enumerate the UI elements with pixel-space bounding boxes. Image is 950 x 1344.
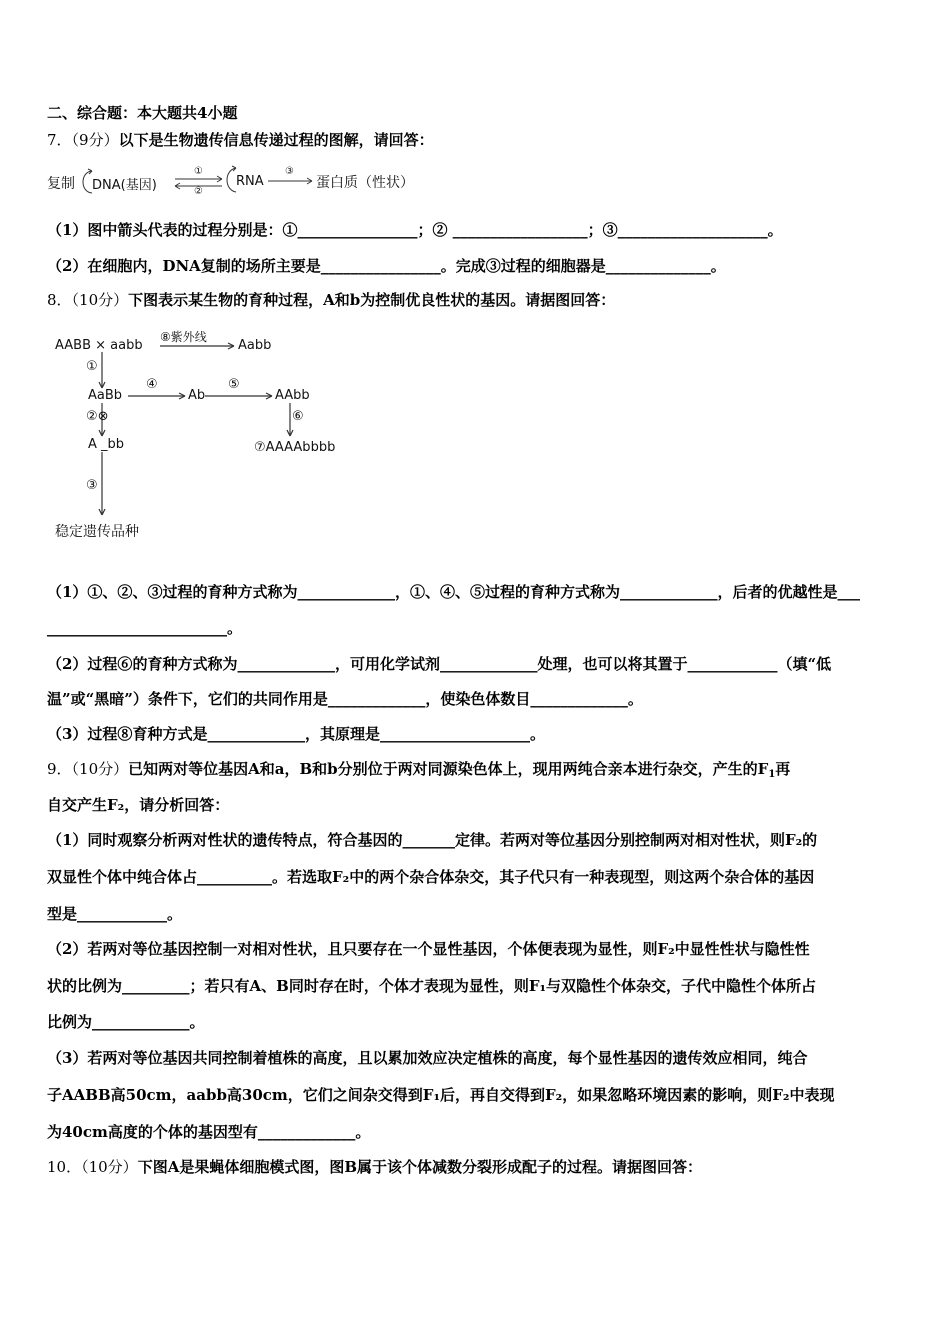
q9-part3-line1: （3）若两对等位基因共同控制着植株的高度，且以累加效应决定植株的高度，每个显性基因的遗传效应相同，纯合: [47, 1049, 808, 1067]
q8-part1-line2: ________________________。: [47, 619, 243, 637]
q9-title: [47, 759, 790, 785]
q8-part1-line1: （1）①、②、③过程的育种方式称为_____________，①、④、⑤过程的育种方式称为_____________，后者的优越性是___: [47, 583, 860, 601]
q7-arrow3-label: ③: [285, 166, 294, 177]
q7-rna-label: RNA: [236, 174, 264, 189]
q9-prompt-a: 已知两对等位基因A和a，B和b分别位于两对同源染色体上，现用两纯合亲本进行杂交，产生的F: [128, 760, 769, 778]
q8-polyploid-genotype: ⑦AAAAbbbb: [254, 440, 336, 455]
q8-haploid-genotype: Ab: [188, 388, 206, 403]
q9-part3-line3: 为40cm高度的个体的基因型有_____________。: [47, 1123, 371, 1141]
q8-step6-label: ⑥: [292, 409, 304, 424]
q9-prompt-b: 再: [775, 760, 791, 778]
q9-title-line2: 自交产生F₂，请分析回答：: [47, 796, 230, 814]
q8-prompt: 下图表示某生物的育种过程，A和b为控制优良性状的基因。请据图回答：: [128, 291, 616, 309]
section-heading: 二、综合题：本大题共4小题: [47, 104, 238, 122]
q8-step1-label: ①: [86, 359, 98, 374]
q9-part2-line1: （2）若两对等位基因控制一对相对性状，且只要存在一个显性基因，个体便表现为显性，则F₂中显性性状与隐性性: [47, 940, 810, 958]
q9-part3-line2: 子AABB高50cm，aabb高30cm，它们之间杂交得到F₁后，再自交得到F₂，如果忽略环境因素的影响，则F₂中表现: [47, 1086, 835, 1104]
q8-doubled-genotype: AAbb: [275, 388, 310, 403]
q9-part1-line2: 双显性个体中纯合体占__________。若选取F₂中的两个杂合体杂交，其子代只有一种表现型，则这两个杂合体的基因: [47, 868, 815, 886]
q8-parents-cross: AABB × aabb: [55, 338, 143, 353]
q8-selected-genotype: A _bb: [88, 437, 125, 452]
q8-step8-label: ⑧紫外线: [160, 330, 207, 344]
q8-f1-genotype: AaBb: [88, 388, 123, 403]
q8-step2-label: ②⊗: [86, 409, 109, 424]
q8-number: 8．: [47, 291, 72, 309]
q8-stable-variety-label: 稳定遗传品种: [55, 524, 139, 540]
q9-part2-line3: 比例为_____________。: [47, 1013, 205, 1031]
q7-part2: （2）在细胞内，DNA复制的场所主要是________________。完成③过程的细胞器是______________。: [47, 257, 726, 275]
q9-part2-line2: 状的比例为_________；若只有A、B同时存在时，个体才表现为显性，则F₁与双隐性个体杂交，子代中隐性个体所占: [47, 977, 817, 995]
q10-score: （10分）: [81, 1158, 138, 1176]
q7-copy-label: 复制: [47, 176, 75, 192]
q8-part2-line2: 温”或“黑暗”）条件下，它们的共同作用是_____________，使染色体数目_____________。: [47, 690, 643, 708]
q9-part1-line3: 型是____________。: [47, 905, 183, 923]
q7-number: 7．: [47, 131, 72, 149]
q7-arrow2-label: ②: [194, 186, 203, 197]
q9-prompt-subscript: 1: [768, 769, 776, 780]
q9-number: 9．: [47, 760, 72, 778]
q7-prompt: 以下是生物遗传信息传递过程的图解，请回答：: [118, 131, 434, 149]
q7-arrow1-label: ①: [194, 166, 203, 177]
q9-part1-line1: （1）同时观察分析两对性状的遗传特点，符合基因的_______定律。若两对等位基因分别控制两对相对性状，则F₂的: [47, 831, 818, 849]
q8-mutant-genotype: Aabb: [238, 338, 272, 353]
q8-step3-label: ③: [86, 478, 98, 493]
q8-step5-label: ⑤: [228, 377, 240, 392]
q8-part2-line1: （2）过程⑥的育种方式称为_____________，可用化学试剂_____________处理，也可以将其置于____________（填“低: [47, 655, 832, 673]
q8-part3: （3）过程⑧育种方式是_____________，其原理是____________________。: [47, 725, 545, 743]
q10-title: [47, 1157, 702, 1177]
q7-part1: （1）图中箭头代表的过程分别是：①________________；② __________________；③____________________。: [47, 221, 783, 239]
q9-score: （10分）: [71, 760, 129, 778]
q8-step4-label: ④: [146, 377, 158, 392]
q8-score: （10分）: [71, 291, 129, 309]
q10-prompt: 下图A是果蝇体细胞模式图，图B属于该个体减数分裂形成配子的过程。请据图回答：: [137, 1158, 703, 1176]
q10-number: 10．: [47, 1158, 82, 1176]
q7-dna-label: DNA(基因): [92, 178, 157, 193]
q7-score: （9分）: [71, 131, 119, 149]
q7-protein-label: 蛋白质（性状）: [316, 175, 414, 191]
